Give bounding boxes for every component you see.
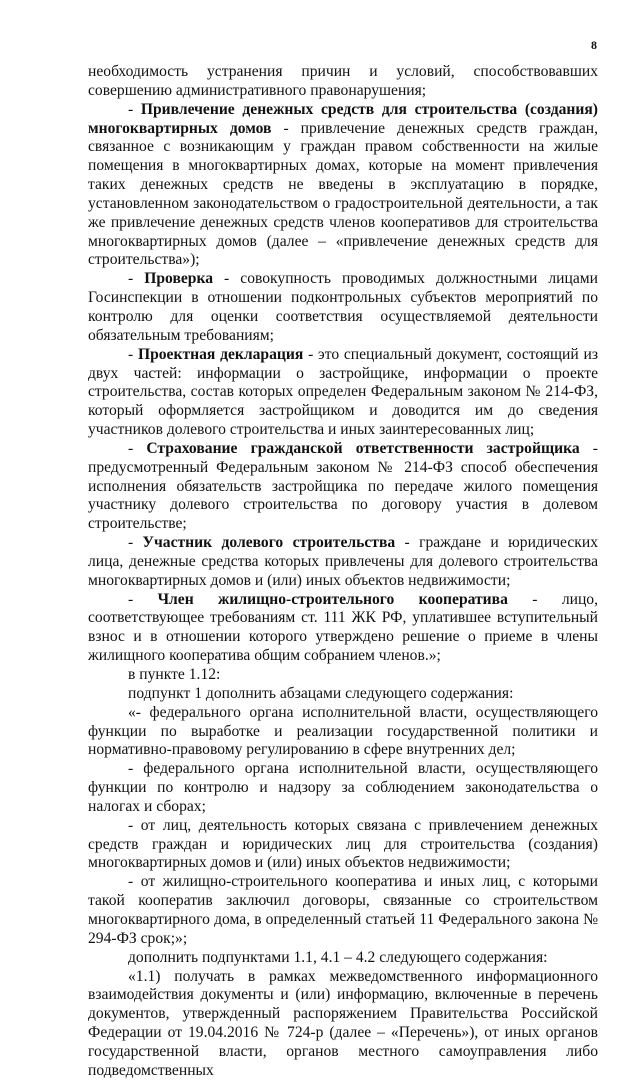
definition-paragraph [88, 270, 598, 345]
paragraph-text: «1.1) получать в рамках межведомственного информационного взаимодействия документы и (или) информацию, включенные в перечень документов, утвержденный распоряжением Правительства Российской Федерации от 19.04.2016 № 724-р (далее – «Перечень»), от иных органов государственной власти, органов местного самоуправления либо подведомственных [88, 967, 598, 1079]
definition-prefix: - [128, 270, 145, 288]
definition-text: - совокупность проводимых должностными лицами Госинспекции в отношении подконтрольных субъектов мероприятий по контролю для оценки соответствия осуществляемой деятельности обязательным требованиям; [88, 270, 598, 344]
definition-text: - это специальный документ, состоящий из двух частей: информации о застройщике, информации о проекте строительства, состав которых определен Федеральным законом № 214-ФЗ, который оформляется застройщиком и доводится им до сведения участников долевого строительства и иных заинтересованных лиц; [88, 345, 598, 439]
paragraph [88, 968, 598, 1081]
definition-paragraph [88, 346, 598, 440]
page-number: 8 [591, 38, 597, 52]
definition-term: Привлечение денежных средств для строительства (создания) многоквартирных домов [88, 100, 598, 137]
paragraph [88, 63, 598, 101]
paragraph [88, 666, 598, 685]
document-body [88, 63, 598, 1081]
paragraph-text: «- федерального органа исполнительной власти, осуществляющего функции по выработке и реализации государственной политики и нормативно-правовому регулированию в сфере внутренних дел; [88, 703, 598, 759]
definition-prefix: - [128, 590, 158, 608]
definition-paragraph [88, 101, 598, 271]
paragraph [88, 685, 598, 704]
paragraph [88, 873, 598, 948]
definition-prefix: - [128, 100, 141, 118]
definition-term: Участник долевого строительства [142, 534, 396, 552]
paragraph-text: необходимость устранения причин и условий, способствовавших совершению административного правонарушения; [88, 63, 598, 99]
paragraph-text: подпункт 1 дополнить абзацами следующего содержания: [128, 684, 514, 702]
paragraph-text: - от лиц, деятельность которых связана с привлечением денежных средств граждан и юридических лиц для строительства (создания) многоквартирных домов и (или) иных объектов недвижимости; [88, 816, 598, 872]
definition-paragraph [88, 440, 598, 534]
definition-term: Проверка [144, 270, 214, 288]
definition-term: Страхование гражданской ответственности застройщика [146, 439, 580, 457]
paragraph-text: - от жилищно-строительного кооператива и иных лиц, с которыми такой кооператив заключил договоры, связанные со строительством многоквартирного дома, в определенный статьей 11 Федерального закона № 294-ФЗ срок;»; [88, 873, 598, 947]
definition-text: - граждане и юридических лица, денежные средства которых привлечены для долевого строительства многоквартирных домов и (или) иных объектов недвижимости; [88, 534, 598, 589]
definition-term: Член жилищно-строительного кооператива [157, 590, 508, 608]
paragraph [88, 760, 598, 817]
paragraph [88, 949, 598, 968]
definition-prefix: - [128, 439, 147, 457]
definition-text: - лицо, соответствующее требованиям ст. 111 ЖК РФ, уплатившее вступительный взнос и в отношении которого утверждено решение о приеме в члены жилищного кооператива общим собранием членов.»; [88, 590, 598, 665]
definition-paragraph [88, 534, 598, 591]
definition-paragraph [88, 591, 598, 666]
definition-prefix: - [128, 345, 138, 363]
paragraph [88, 817, 598, 874]
paragraph-text: - федерального органа исполнительной власти, осуществляющего функции по контролю и надзору за соблюдением законодательства о налогах и сборах; [88, 760, 598, 815]
definition-text: - привлечение денежных средств граждан, связанное с возникающим у граждан правом собственности на жилые помещения в многоквартирных домах, которые на момент привлечения таких денежных средств не введены в эксплуатацию в порядке, установленном законодательством о градостроительной деятельности, а так же привлечение денежных средств членов кооперативов для строительства многоквартирных домов (далее – «привлечение денежных средств для строительства»); [88, 119, 598, 269]
paragraph-text: дополнить подпунктами 1.1, 4.1 – 4.2 следующего содержания: [128, 948, 548, 966]
definition-prefix: - [128, 534, 143, 552]
definition-text: - предусмотренный Федеральным законом № 214-ФЗ способ обеспечения исполнения обязательств застройщика по передаче жилого помещения участнику долевого строительства по договору участия в долевом строительстве; [88, 439, 598, 533]
paragraph [88, 704, 598, 761]
paragraph-text: в пункте 1.12: [128, 666, 221, 683]
definition-term: Проектная декларация [137, 345, 304, 363]
